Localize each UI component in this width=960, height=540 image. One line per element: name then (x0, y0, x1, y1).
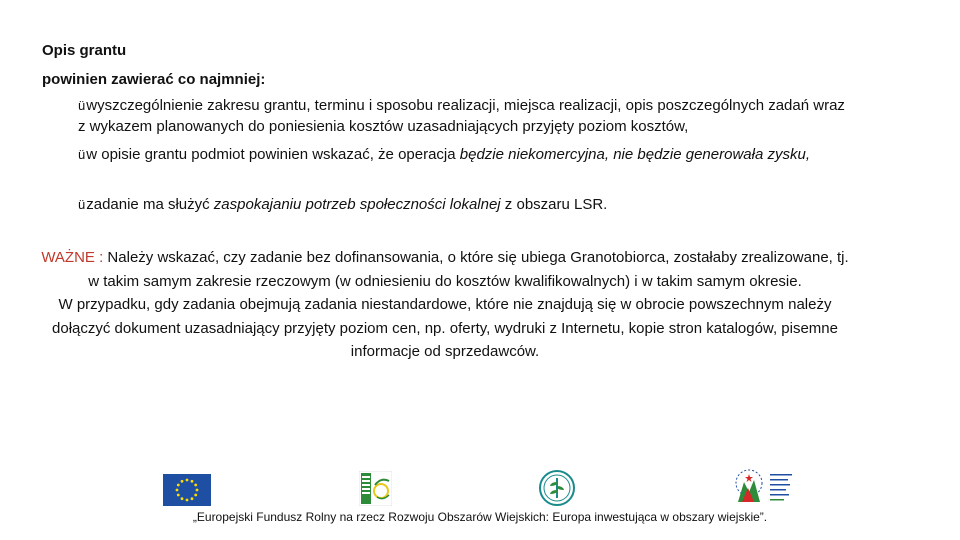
footer-logos (0, 468, 960, 508)
page-subtitle: powinien zawierać co najmniej: (42, 71, 266, 88)
bullet-text: w opisie grantu podmiot powinien wskazać, że operacja (86, 146, 460, 163)
leader-logo-icon (359, 471, 392, 506)
footer-caption: „Europejski Fundusz Rolny na rzecz Rozwoju Obszarów Wiejskich: Europa inwestująca w obszary wiejskie”. (192, 510, 768, 524)
notice-label: WAŻNE : (41, 249, 104, 266)
notice-paragraph-nonstandard: W przypadku, gdy zadania obejmują zadania niestandardowe, które nie znajdują się w obrocie powszechnym należy dołączyć dokument uzasadniający przyjęty poziom cen, np. oferty, wydruki z Internetu, kopie stron katalogów, pisemne informacje od sprzedawców. (52, 296, 838, 360)
checkmark-icon: ü (78, 147, 86, 162)
notice-text: Należy wskazać, czy zadanie bez dofinansowania, o które się ubiega Granotobiorca, zostałaby zrealizowane, tj. w takim samym zakresie rzeczowym (w odniesieniu do kosztów kwalifikowalnych) i w takim samym okresie. (88, 249, 849, 290)
checkmark-icon: ü (78, 98, 86, 113)
bullet-text: zadanie ma służyć (86, 196, 214, 213)
eu-flag-icon (163, 474, 211, 506)
bullet-text-after: z obszaru LSR. (500, 196, 608, 213)
ksow-logo-icon (730, 468, 796, 506)
bullet-text-italic: zaspokajaniu potrzeb społeczności lokalnej (213, 196, 501, 213)
notice-paragraph-important (40, 246, 850, 293)
bullet-item-community (78, 194, 848, 215)
page-title: Opis grantu (42, 42, 127, 59)
bullet-text: wyszczególnienie zakresu grantu, terminu i sposobu realizacji, miejsca realizacji, opis poszczególnych zadań wraz z wykazem planowanych do poniesienia kosztów uzasadniających przyjęty poziom kosztów, (78, 97, 845, 135)
notice-block (40, 246, 850, 364)
bullet-item-scope (78, 95, 848, 137)
bullet-item-noncommercial (78, 144, 848, 165)
bullet-text-italic: będzie niekomercyjna, nie będzie generowała zysku, (459, 146, 810, 163)
checkmark-icon: ü (78, 197, 86, 212)
prow-logo-icon (539, 470, 575, 506)
